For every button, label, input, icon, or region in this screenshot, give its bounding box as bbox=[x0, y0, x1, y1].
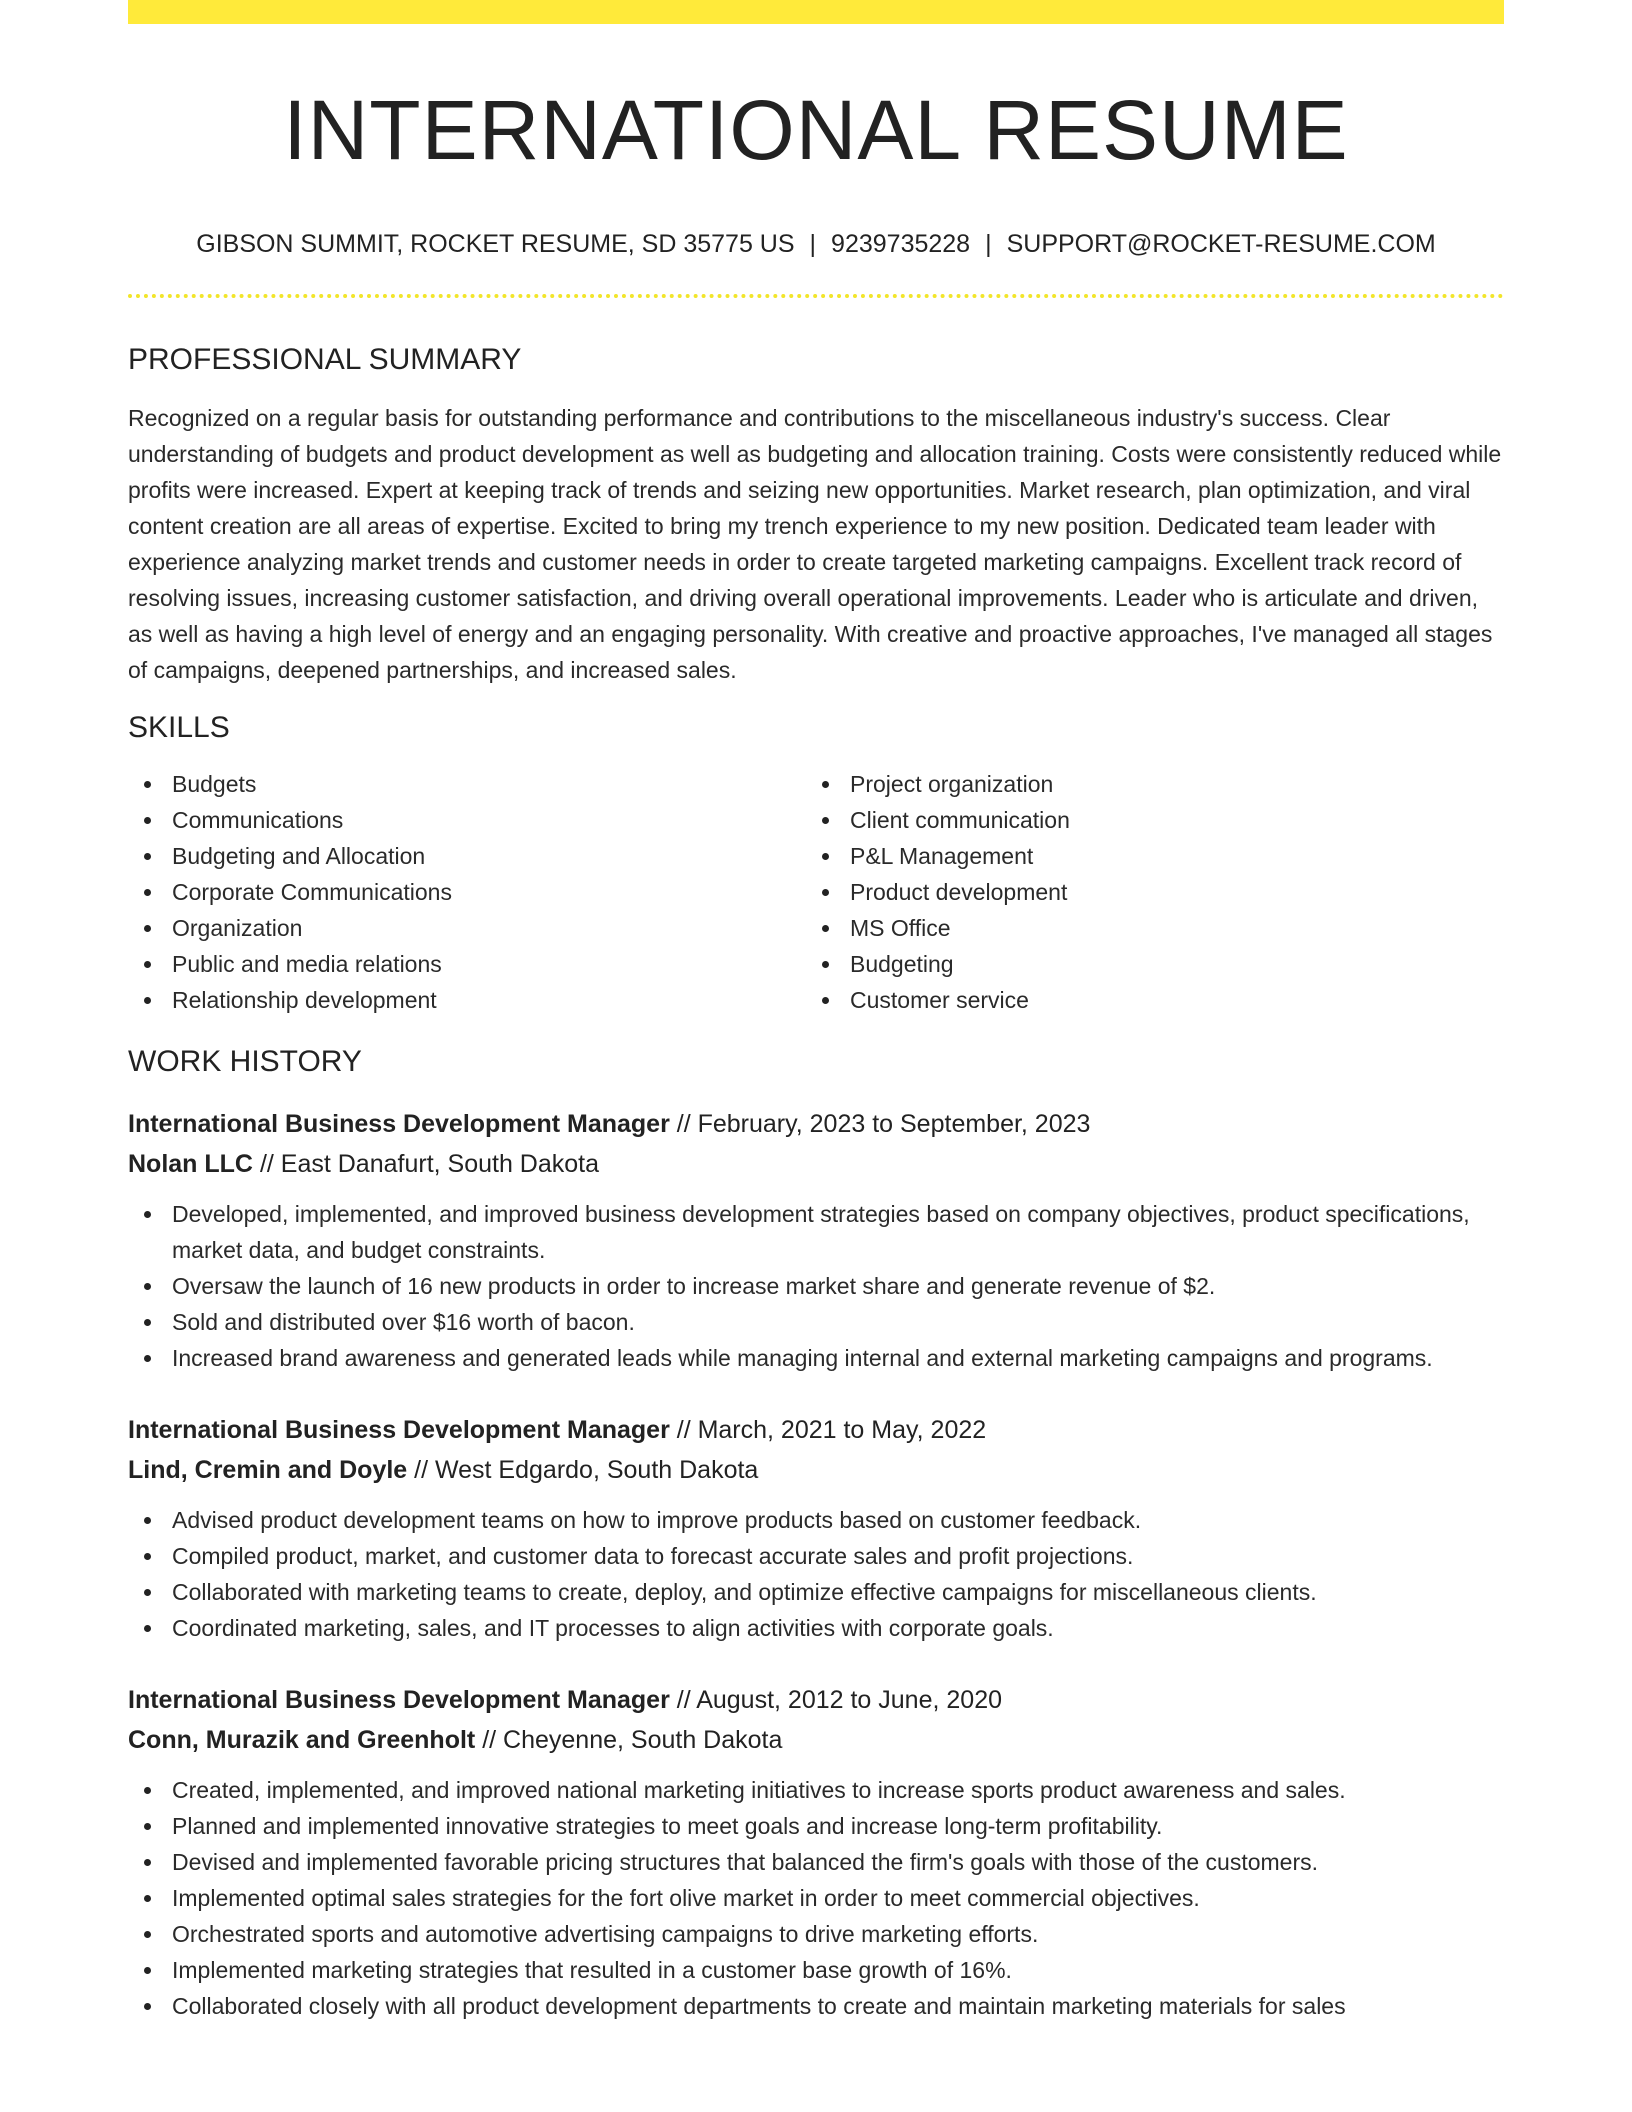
job-bullet: Oversaw the launch of 16 new products in order to increase market share and generate revenue of $2. bbox=[128, 1268, 1504, 1304]
job-company: Lind, Cremin and Doyle bbox=[128, 1456, 408, 1484]
accent-bar bbox=[128, 0, 1504, 24]
dotted-divider bbox=[128, 294, 1504, 298]
job-bullet: Implemented marketing strategies that resulted in a customer base growth of 16%. bbox=[128, 1952, 1504, 1988]
job-role: International Business Development Manager bbox=[128, 1686, 670, 1714]
skill-item: Customer service bbox=[806, 982, 1484, 1018]
skill-item: MS Office bbox=[806, 910, 1484, 946]
skill-item: Public and media relations bbox=[128, 946, 806, 982]
skill-item: P&L Management bbox=[806, 838, 1484, 874]
job-company: Nolan LLC bbox=[128, 1150, 253, 1178]
job-bullet: Implemented optimal sales strategies for the fort olive market in order to meet commercial objectives. bbox=[128, 1880, 1504, 1916]
job-bullets bbox=[128, 1502, 1504, 1646]
job-location: // East Danafurt, South Dakota bbox=[253, 1150, 600, 1178]
job-title-line bbox=[128, 1680, 1504, 1720]
skill-item: Relationship development bbox=[128, 982, 806, 1018]
job-title-line bbox=[128, 1410, 1504, 1450]
job-entry bbox=[128, 1410, 1504, 1646]
skill-item: Client communication bbox=[806, 802, 1484, 838]
skill-item: Organization bbox=[128, 910, 806, 946]
skills-list bbox=[128, 766, 1504, 1018]
skill-item: Budgeting bbox=[806, 946, 1484, 982]
skill-item: Corporate Communications bbox=[128, 874, 806, 910]
job-company-line bbox=[128, 1720, 1504, 1760]
job-bullet: Orchestrated sports and automotive advertising campaigns to drive marketing efforts. bbox=[128, 1916, 1504, 1952]
job-entry bbox=[128, 1104, 1504, 1376]
summary-text: Recognized on a regular basis for outstanding performance and contributions to the miscellaneous industry's success. Clear understanding of budgets and product development as well as budgeting and allocation training. Costs were consistently reduced while profits were increased. Expert at keeping track of trends and seizing new opportunities. Market research, plan optimization, and viral content creation are all areas of expertise. Excited to bring my trench experience to my new position. Dedicated team leader with experience analyzing market trends and customer needs in order to create targeted marketing campaigns. Excellent track record of resolving issues, increasing customer satisfaction, and driving overall operational improvements. Leader who is articulate and driven, as well as having a high level of energy and an engaging personality. With creative and proactive approaches, I've managed all stages of campaigns, deepened partnerships, and increased sales. bbox=[128, 405, 1502, 683]
skill-item: Budgeting and Allocation bbox=[128, 838, 806, 874]
job-dates: // February, 2023 to September, 2023 bbox=[669, 1110, 1091, 1138]
job-bullet: Coordinated marketing, sales, and IT processes to align activities with corporate goals. bbox=[128, 1610, 1504, 1646]
job-entry bbox=[128, 1680, 1504, 2024]
work-history-list bbox=[128, 1104, 1504, 2024]
resume-page bbox=[128, 0, 1504, 2024]
skill-item: Communications bbox=[128, 802, 806, 838]
job-bullet: Developed, implemented, and improved business development strategies based on company objectives, product specifications, market data, and budget constraints. bbox=[128, 1196, 1504, 1268]
job-title-line bbox=[128, 1104, 1504, 1144]
summary-heading: PROFESSIONAL SUMMARY bbox=[128, 343, 522, 376]
job-bullet: Devised and implemented favorable pricing structures that balanced the firm's goals with those of the customers. bbox=[128, 1844, 1504, 1880]
job-bullet: Collaborated with marketing teams to create, deploy, and optimize effective campaigns for miscellaneous clients. bbox=[128, 1574, 1504, 1610]
job-bullet: Collaborated closely with all product development departments to create and maintain marketing materials for sales bbox=[128, 1988, 1504, 2024]
resume-name: INTERNATIONAL RESUME bbox=[283, 83, 1349, 177]
job-role: International Business Development Manager bbox=[128, 1416, 670, 1444]
job-bullet: Compiled product, market, and customer data to forecast accurate sales and profit projections. bbox=[128, 1538, 1504, 1574]
job-bullet: Planned and implemented innovative strategies to meet goals and increase long-term profitability. bbox=[128, 1808, 1504, 1844]
job-bullet: Created, implemented, and improved national marketing initiatives to increase sports product awareness and sales. bbox=[128, 1772, 1504, 1808]
contact-line bbox=[128, 228, 1504, 260]
job-role: International Business Development Manager bbox=[128, 1110, 670, 1138]
contact-separator: | bbox=[985, 230, 992, 258]
job-location: // West Edgardo, South Dakota bbox=[407, 1456, 759, 1484]
skills-heading: SKILLS bbox=[128, 711, 230, 744]
job-dates: // August, 2012 to June, 2020 bbox=[669, 1686, 1002, 1714]
job-bullet: Advised product development teams on how to improve products based on customer feedback. bbox=[128, 1502, 1504, 1538]
job-company-line bbox=[128, 1450, 1504, 1490]
contact-phone: 9239735228 bbox=[831, 230, 971, 258]
job-company: Conn, Murazik and Greenholt bbox=[128, 1726, 476, 1754]
job-location: // Cheyenne, South Dakota bbox=[475, 1726, 783, 1754]
contact-separator: | bbox=[809, 230, 817, 258]
job-bullet: Sold and distributed over $16 worth of bacon. bbox=[128, 1304, 1504, 1340]
job-bullet: Increased brand awareness and generated leads while managing internal and external marketing campaigns and programs. bbox=[128, 1340, 1504, 1376]
job-bullets bbox=[128, 1196, 1504, 1376]
job-bullets bbox=[128, 1772, 1504, 2024]
skills-column-right bbox=[806, 766, 1484, 1018]
job-company-line bbox=[128, 1144, 1504, 1184]
skill-item: Budgets bbox=[128, 766, 806, 802]
skill-item: Project organization bbox=[806, 766, 1484, 802]
job-dates: // March, 2021 to May, 2022 bbox=[669, 1416, 987, 1444]
work-history-heading: WORK HISTORY bbox=[128, 1045, 362, 1078]
skills-column-left bbox=[128, 766, 806, 1018]
contact-email: SUPPORT@ROCKET-RESUME.COM bbox=[1006, 230, 1436, 258]
skill-item: Product development bbox=[806, 874, 1484, 910]
contact-address: GIBSON SUMMIT, ROCKET RESUME, SD 35775 US bbox=[196, 230, 795, 258]
